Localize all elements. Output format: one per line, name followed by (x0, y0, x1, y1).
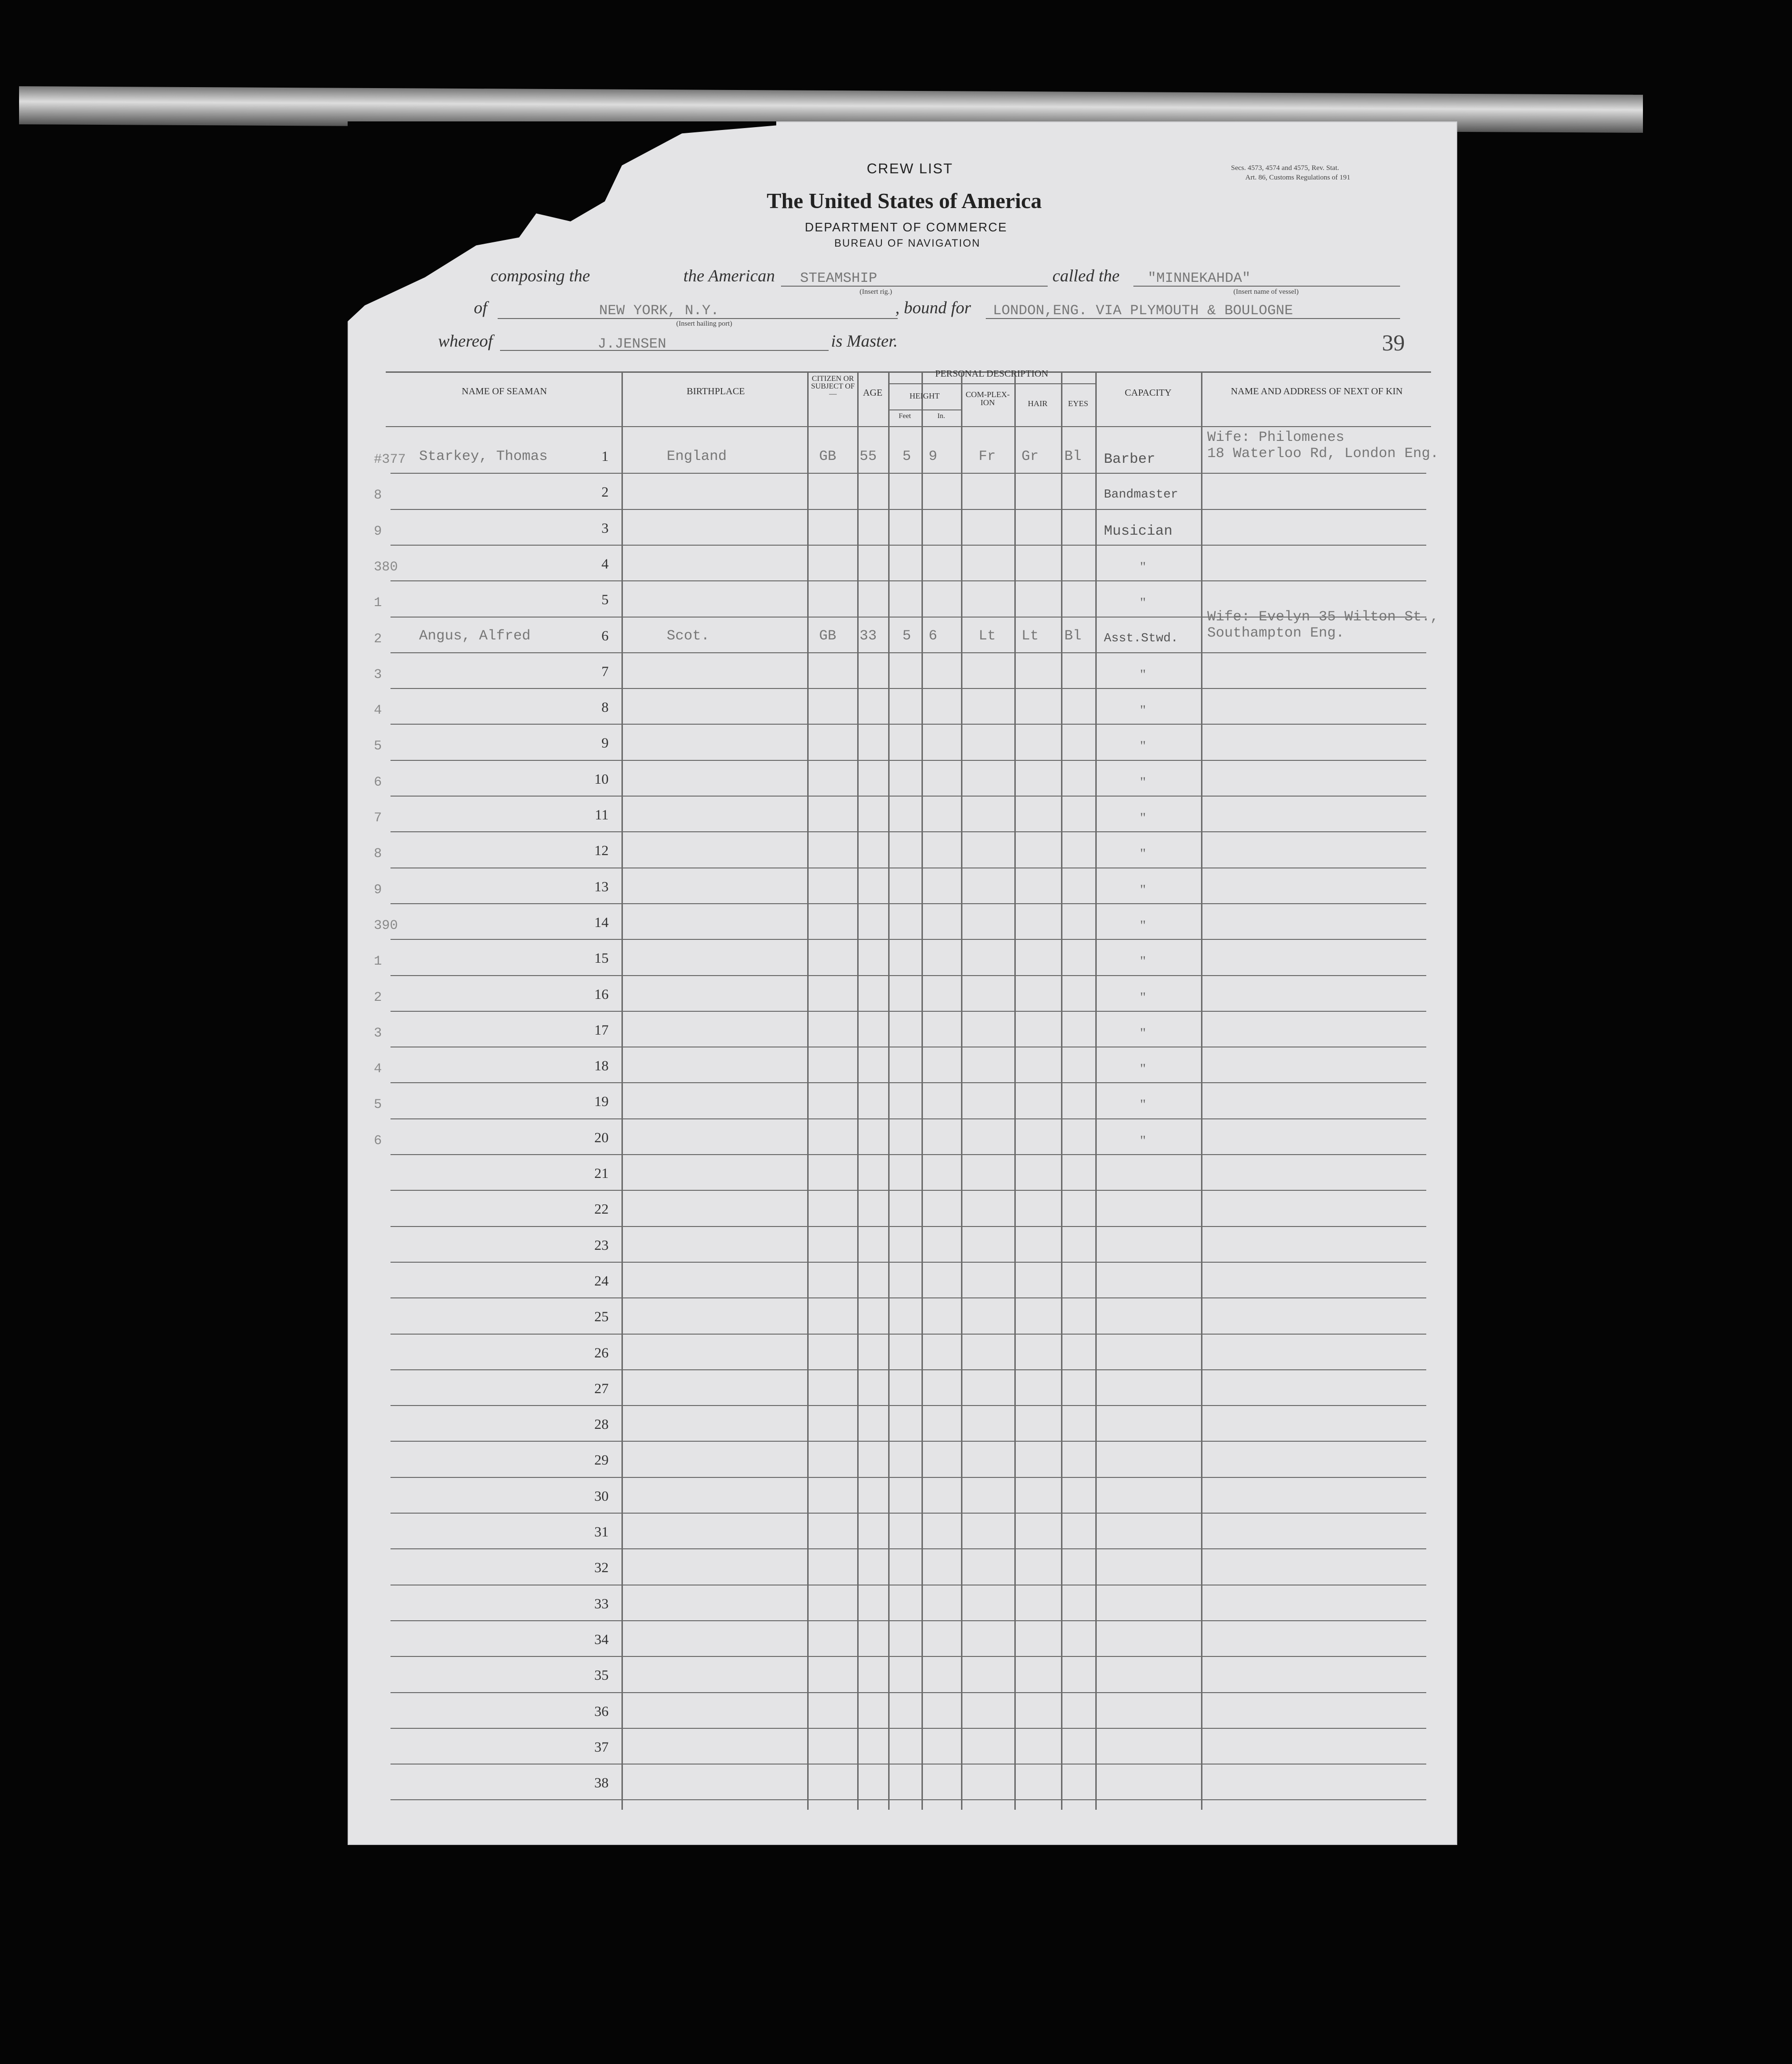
capacity-value: Musician (1104, 523, 1173, 539)
row-number: 10 (594, 771, 609, 787)
row-number: 30 (594, 1488, 609, 1504)
row-number: 26 (594, 1345, 609, 1361)
height-divider (888, 409, 961, 410)
row-number: 3 (601, 520, 609, 536)
table-row-rule (390, 1082, 1426, 1083)
margin-ledger-number: 1 (374, 596, 382, 611)
capacity-ditto: " (1140, 702, 1146, 718)
column-header-height: HEIGHT (909, 391, 940, 400)
column-header-personal: PERSONAL DESCRIPTION (935, 369, 1049, 379)
column-divider (888, 371, 890, 1810)
capacity-value: Asst.Stwd. (1104, 630, 1179, 645)
seaman-name: Angus, Alfred (419, 628, 531, 644)
row-number: 24 (594, 1273, 609, 1289)
next-of-kin-line-2: 18 Waterloo Rd, London Eng. (1207, 446, 1439, 462)
capacity-ditto: " (1140, 881, 1146, 897)
citizen-value: GB (819, 628, 837, 644)
personal-desc-divider (888, 383, 1095, 384)
vessel-hint: (Insert name of vessel) (1233, 288, 1299, 296)
row-number: 22 (594, 1201, 609, 1217)
row-number: 21 (594, 1166, 609, 1181)
table-row-rule (390, 688, 1426, 689)
next-of-kin-line-1: Wife: Evelyn 35 Wilton St., (1207, 608, 1439, 625)
column-divider (1201, 371, 1202, 1810)
table-row-rule (390, 1692, 1426, 1693)
table-row-rule (390, 509, 1426, 510)
list-title: CREW LIST (867, 161, 953, 177)
capacity-ditto: " (1140, 1132, 1146, 1148)
margin-ledger-number: 390 (374, 918, 398, 933)
column-header-capacity: CAPACITY (1124, 388, 1172, 398)
row-number: 18 (594, 1058, 609, 1074)
row-number: 31 (594, 1524, 609, 1540)
capacity-value: Barber (1104, 451, 1156, 468)
port-hint: (Insert hailing port) (676, 320, 732, 328)
capacity-ditto: " (1140, 846, 1146, 862)
row-number: 4 (601, 556, 609, 572)
margin-ledger-number: 9 (374, 524, 382, 539)
table-row-rule (390, 1620, 1426, 1621)
row-number: 17 (594, 1022, 609, 1038)
row-number: 35 (594, 1667, 609, 1684)
column-divider (621, 371, 623, 1810)
complexion-value: Lt (979, 628, 996, 644)
capacity-ditto: " (1140, 953, 1146, 969)
table-row-rule (390, 1011, 1426, 1012)
table-row-rule (390, 1513, 1426, 1514)
margin-ledger-number: 3 (374, 667, 382, 682)
table-row-rule (390, 1799, 1426, 1800)
row-number: 33 (594, 1595, 609, 1612)
row-number: 32 (594, 1560, 609, 1576)
height-inches-value: 9 (929, 449, 938, 465)
row-number: 7 (601, 663, 609, 679)
hair-value: Lt (1021, 628, 1039, 644)
table-row-rule (390, 760, 1426, 761)
capacity-ditto: " (1140, 1061, 1146, 1077)
margin-ledger-number: 380 (374, 559, 398, 575)
table-row-rule (390, 1154, 1426, 1155)
vessel-value: "MINNEKAHDA" (1148, 270, 1251, 287)
next-of-kin-line-2: Southampton Eng. (1207, 625, 1345, 641)
capacity-ditto: " (1140, 989, 1146, 1005)
column-divider (1061, 371, 1062, 1810)
port-value: NEW YORK, N.Y. (599, 303, 720, 319)
table-row-rule (390, 1190, 1426, 1191)
margin-ledger-number: 6 (374, 1133, 382, 1148)
margin-ledger-number: 3 (374, 1026, 382, 1041)
margin-ledger-number: 4 (374, 1062, 382, 1077)
country-title: The United States of America (767, 189, 1042, 213)
row-number: 37 (594, 1739, 609, 1755)
margin-ledger-number: #377 (374, 452, 406, 467)
table-row-rule (390, 1405, 1426, 1406)
age-value: 55 (860, 449, 877, 465)
called-label: called the (1052, 266, 1120, 285)
rig-hint: (Insert rig.) (860, 288, 892, 296)
eyes-value: Bl (1064, 628, 1082, 644)
complexion-value: Fr (979, 449, 996, 465)
row-number: 34 (594, 1631, 609, 1647)
table-row-rule (390, 473, 1426, 474)
table-row-rule (390, 1548, 1426, 1549)
row-number: 36 (594, 1703, 609, 1719)
row-number: 23 (594, 1237, 609, 1253)
citizen-value: GB (819, 449, 837, 465)
row-number: 11 (595, 807, 609, 823)
row-number: 14 (594, 914, 609, 930)
capacity-value: Bandmaster (1104, 487, 1179, 502)
table-row-rule (390, 652, 1426, 653)
row-number: 13 (594, 878, 609, 895)
table-row-rule (390, 1369, 1426, 1370)
age-value: 33 (860, 628, 877, 644)
capacity-ditto: " (1140, 917, 1146, 933)
row-number: 1 (601, 449, 609, 464)
column-header-hair: HAIR (1028, 399, 1048, 408)
table-row-rule (390, 1656, 1426, 1657)
master-suffix: is Master. (831, 331, 898, 350)
american-label: the American (683, 266, 775, 285)
row-number: 20 (594, 1129, 609, 1146)
margin-ledger-number: 1 (374, 954, 382, 969)
table-row-rule (390, 1334, 1426, 1335)
margin-ledger-number: 5 (374, 739, 382, 754)
table-row-rule (390, 939, 1426, 940)
margin-ledger-number: 2 (374, 990, 382, 1005)
margin-ledger-number: 9 (374, 882, 382, 897)
column-divider (857, 371, 859, 1810)
row-number: 9 (601, 735, 609, 751)
row-number: 12 (594, 843, 609, 859)
statute-line-2: Art. 86, Customs Regulations of 191 (1245, 174, 1351, 181)
department-name: DEPARTMENT OF COMMERCE (805, 220, 1008, 234)
table-row-rule (390, 1118, 1426, 1119)
table-row-rule (390, 580, 1426, 581)
margin-ledger-number: 8 (374, 488, 382, 503)
row-number: 28 (594, 1416, 609, 1433)
hair-value: Gr (1021, 449, 1039, 465)
table-row-rule (390, 1441, 1426, 1442)
capacity-ditto: " (1140, 810, 1146, 826)
column-divider (807, 371, 809, 1810)
capacity-ditto: " (1140, 1025, 1146, 1041)
column-header-name: NAME OF SEAMAN (461, 386, 547, 397)
row-number: 27 (594, 1380, 609, 1396)
eyes-value: Bl (1064, 449, 1082, 465)
table-row-rule (390, 724, 1426, 725)
capacity-ditto: " (1140, 738, 1146, 754)
column-header-complexion: COM-PLEX-ION (965, 390, 1010, 407)
seaman-name: Starkey, Thomas (419, 449, 548, 465)
table-row-rule (390, 1477, 1426, 1478)
row-number: 15 (594, 950, 609, 967)
rig-value: STEAMSHIP (800, 270, 878, 287)
margin-ledger-number: 7 (374, 811, 382, 826)
table-row-rule (390, 903, 1426, 904)
column-divider (1014, 371, 1016, 1810)
birthplace-value: England (667, 449, 727, 465)
height-inches-value: 6 (929, 628, 938, 644)
table-row-rule (390, 1262, 1426, 1263)
margin-ledger-number: 4 (374, 703, 382, 718)
table-row-rule (390, 1764, 1426, 1765)
table-row-rule (390, 867, 1426, 868)
row-number: 29 (594, 1452, 609, 1468)
column-header-kin: NAME AND ADDRESS OF NEXT OF KIN (1231, 386, 1403, 397)
margin-ledger-number: 2 (374, 631, 382, 647)
column-divider (1095, 371, 1097, 1810)
row-number: 16 (594, 986, 609, 1002)
table-row-rule (390, 1297, 1426, 1298)
row-number: 38 (594, 1775, 609, 1791)
column-header-inches: In. (937, 412, 945, 420)
crew-list-page (348, 121, 1457, 1845)
column-header-birthplace: BIRTHPLACE (686, 386, 745, 397)
of-label: of (474, 298, 488, 317)
row-number: 2 (601, 484, 609, 500)
column-divider (921, 371, 923, 1810)
table-row-rule (390, 796, 1426, 797)
bureau-name: BUREAU OF NAVIGATION (834, 237, 981, 249)
column-header-feet: Feet (899, 412, 911, 420)
column-divider (961, 371, 962, 1810)
column-header-age: AGE (862, 388, 883, 398)
capacity-ditto: " (1140, 558, 1146, 575)
next-of-kin-line-1: Wife: Philomenes (1207, 429, 1345, 446)
capacity-ditto: " (1140, 595, 1146, 611)
column-header-citizen: CITIZEN OR SUBJECT OF— (811, 375, 855, 398)
table-row-rule (390, 1226, 1426, 1227)
height-feet-value: 5 (902, 449, 911, 465)
whereof-label: whereof (438, 331, 493, 350)
master-value: J.JENSEN (598, 336, 667, 352)
statute-line-1: Secs. 4573, 4574 and 4575, Rev. Stat. (1231, 164, 1339, 172)
row-number: 6 (601, 628, 609, 644)
row-number: 5 (601, 592, 609, 608)
birthplace-value: Scot. (667, 628, 710, 644)
margin-ledger-number: 6 (374, 775, 382, 790)
row-number: 19 (594, 1094, 609, 1110)
table-row-rule (390, 1728, 1426, 1729)
column-header-eyes: EYES (1068, 399, 1089, 408)
table-row-rule (390, 975, 1426, 976)
page-number: 39 (1382, 330, 1405, 356)
margin-ledger-number: 5 (374, 1097, 382, 1113)
destination-value: LONDON,ENG. VIA PLYMOUTH & BOULOGNE (993, 303, 1293, 319)
margin-ledger-number: 8 (374, 847, 382, 862)
composing-label: composing the (491, 266, 590, 285)
table-header-border (386, 426, 1431, 427)
table-row-rule (390, 831, 1426, 832)
height-feet-value: 5 (902, 628, 911, 644)
capacity-ditto: " (1140, 774, 1146, 790)
row-number: 25 (594, 1309, 609, 1325)
capacity-ditto: " (1140, 666, 1146, 682)
capacity-ditto: " (1140, 1097, 1146, 1113)
table-row-rule (390, 545, 1426, 546)
bound-label: , bound for (895, 298, 971, 317)
row-number: 8 (601, 699, 609, 716)
